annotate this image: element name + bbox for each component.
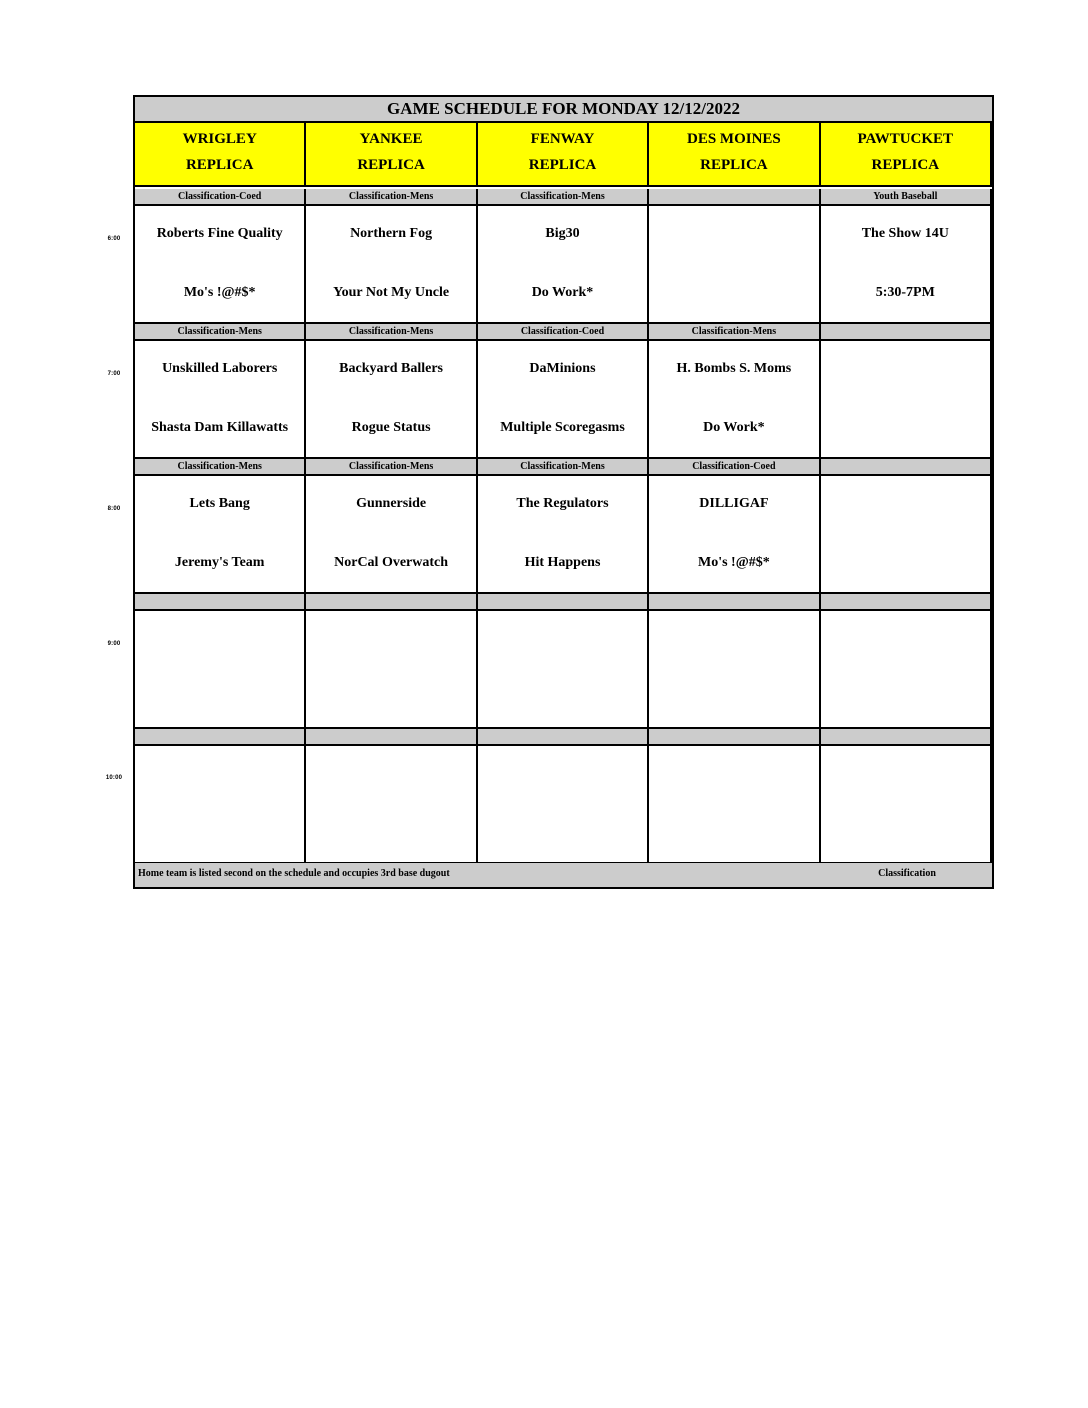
game-cell [821,476,992,594]
game-cell [135,746,306,864]
away-team: The Show 14U [861,226,949,241]
game-cell [306,206,477,324]
field-header-fenway [478,123,649,187]
classification-label [306,729,477,746]
classification-label: Classification-Coed [135,189,306,206]
field-subtitle: REPLICA [528,157,597,173]
away-team: DILLIGAF [699,496,769,511]
game-cell [478,746,649,864]
classification-label: Classification-Mens [306,459,477,476]
game-cell [821,341,992,459]
home-team: Mo's !@#$* [183,285,256,300]
classification-label [135,594,306,611]
classification-label [649,189,820,206]
home-team: Hit Happens [524,555,601,570]
schedule-table [133,95,994,889]
game-cell [478,611,649,729]
field-header-wrigley [135,123,306,187]
home-team: NorCal Overwatch [334,555,449,570]
classification-label [649,594,820,611]
away-team: The Regulators [516,496,609,511]
home-team: Do Work* [531,285,594,300]
field-subtitle: REPLICA [357,157,425,173]
home-team: Jeremy's Team [174,555,265,570]
field-name: PAWTUCKET [857,131,954,147]
classification-label [821,459,992,476]
field-name: DES MOINES [686,131,781,147]
field-header-pawtucket [821,123,992,187]
classification-label [478,594,649,611]
classification-label [306,594,477,611]
classification-label [821,594,992,611]
classification-label: Classification-Mens [306,189,477,206]
home-team: 5:30-7PM [875,285,935,300]
classification-label: Classification-Coed [478,324,649,341]
game-cell [649,206,820,324]
field-subtitle: REPLICA [700,157,768,173]
field-header-yankee [306,123,477,187]
classification-label: Classification-Mens [135,459,306,476]
classification-label: Youth Baseball [821,189,992,206]
game-cell [306,611,477,729]
game-cell [821,611,992,729]
classification-label [649,729,820,746]
home-team: Multiple Scoregasms [500,420,625,435]
away-team: H. Bombs S. Moms [676,361,792,376]
away-team: DaMinions [529,361,596,376]
game-cell [478,206,649,324]
time-slot-label: 6:00 [107,236,121,242]
away-team: Backyard Ballers [339,361,443,376]
classification-label [478,729,649,746]
schedule-title: GAME SCHEDULE FOR MONDAY 12/12/2022 [135,97,992,123]
game-cell [478,476,649,594]
classification-label [821,729,992,746]
field-subtitle: REPLICA [185,157,254,173]
away-team: Lets Bang [189,496,250,511]
game-cell [649,611,820,729]
home-team: Rogue Status [351,420,431,435]
game-cell [135,476,306,594]
classification-label: Classification-Mens [649,324,820,341]
away-team: Northern Fog [350,226,433,241]
classification-label: Classification-Mens [135,324,306,341]
time-slot-label: 10:00 [105,775,123,781]
game-cell [821,206,992,324]
classification-label: Classification-Mens [306,324,477,341]
away-team: Roberts Fine Quality [156,226,283,241]
field-name: FENWAY [530,131,595,147]
home-team: Mo's !@#$* [698,555,770,570]
time-slot-label: 8:00 [107,506,121,512]
home-team-note: Home team is listed second on the schedule and occupies 3rd base dugout [138,868,450,879]
classification-legend: Classification [878,868,936,879]
classification-label [135,729,306,746]
time-slot-label: 7:00 [107,371,121,377]
field-header-des-moines [649,123,820,187]
game-cell [306,746,477,864]
game-cell [306,341,477,459]
home-team: Do Work* [703,420,765,435]
field-name: WRIGLEY [182,131,257,147]
away-team: Unskilled Laborers [162,361,278,376]
game-cell [478,341,649,459]
away-team: Gunnerside [356,496,427,511]
classification-label: Classification-Mens [478,189,649,206]
game-cell [649,341,820,459]
footer-bar [135,863,992,887]
game-cell [135,341,306,459]
game-cell [135,206,306,324]
time-slot-label: 9:00 [107,641,121,647]
game-cell [306,476,477,594]
game-cell [821,746,992,864]
game-cell [649,746,820,864]
field-subtitle: REPLICA [871,157,940,173]
away-team: Big30 [545,226,580,241]
game-cell [135,611,306,729]
classification-label: Classification-Mens [478,459,649,476]
home-team: Shasta Dam Killawatts [151,420,289,435]
game-cell [649,476,820,594]
home-team: Your Not My Uncle [333,285,450,300]
classification-label [821,324,992,341]
field-name: YANKEE [359,131,423,147]
classification-label: Classification-Coed [649,459,820,476]
